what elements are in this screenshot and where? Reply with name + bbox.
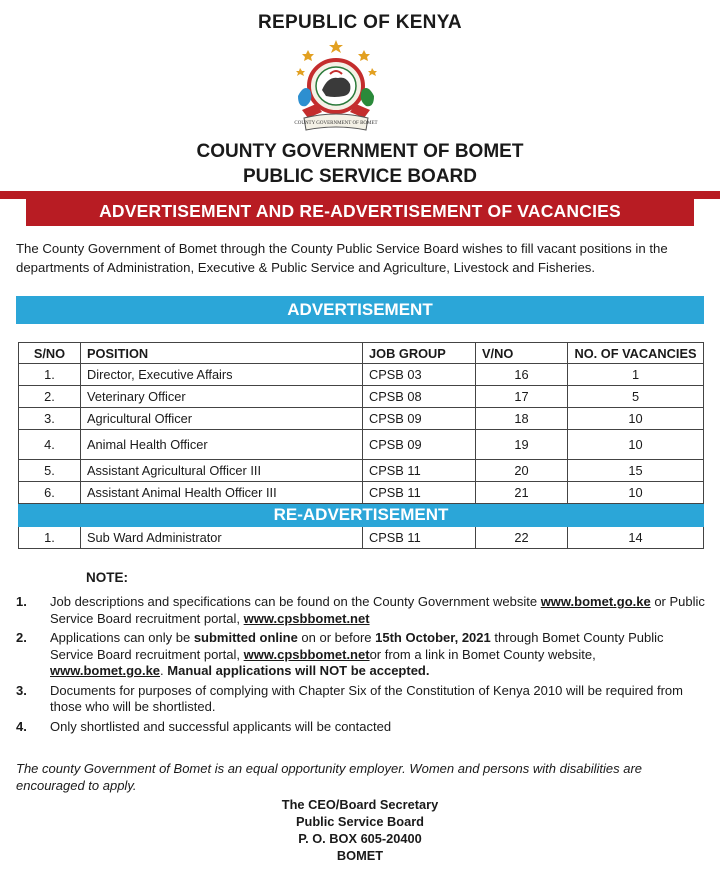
cell-job-group: CPSB 03 — [363, 364, 476, 386]
bomet-website-link[interactable]: www.bomet.go.ke — [540, 594, 651, 609]
cell-vacancies: 1 — [568, 364, 704, 386]
manual-applications-warning: Manual applications will NOT be accepted. — [167, 663, 430, 678]
postal-address: P. O. BOX 605-20400 — [298, 831, 422, 846]
cell-job-group: CPSB 08 — [363, 386, 476, 408]
bomet-website-link[interactable]: www.bomet.go.ke — [50, 663, 161, 678]
cell-job-group: CPSB 09 — [363, 408, 476, 430]
cell-vacancies: 14 — [568, 527, 704, 549]
note-text-part: or Public Service Board recruitment portal, — [50, 594, 705, 626]
county-crest-logo — [286, 38, 386, 134]
town: BOMET — [336, 848, 384, 863]
col-header-job-group: JOB GROUP — [363, 343, 476, 364]
readvertisement-heading-row — [19, 504, 704, 527]
cell-vacancies: 5 — [568, 386, 704, 408]
cpsb-portal-link[interactable]: www.cpsbbomet.net — [243, 646, 370, 662]
cell-job-group: CPSB 11 — [363, 527, 476, 549]
col-header-vacancies: NO. OF VACANCIES — [568, 343, 704, 364]
deadline-date: 15th October, 2021 — [375, 630, 491, 645]
signatory-board: Public Service Board — [295, 814, 425, 829]
note-title: NOTE: — [86, 570, 128, 585]
cell-vno: 20 — [476, 460, 568, 482]
cell-vno: 22 — [476, 527, 568, 549]
submitted-online-text: submitted online — [193, 630, 298, 645]
table-row — [19, 460, 704, 482]
cell-vno: 21 — [476, 482, 568, 504]
cell-sno: 6. — [19, 482, 81, 504]
note-text-part: on or before — [297, 630, 376, 645]
cell-sno: 1. — [19, 527, 81, 549]
cell-vacancies: 15 — [568, 460, 704, 482]
cell-vacancies: 10 — [568, 408, 704, 430]
cell-vacancies: 10 — [568, 430, 704, 460]
cell-position: Animal Health Officer — [81, 430, 363, 460]
table-row — [19, 386, 704, 408]
cell-position: Director, Executive Affairs — [81, 364, 363, 386]
readvertisement-heading: RE-ADVERTISEMENT — [19, 504, 704, 527]
note-text: Documents for purposes of complying with Chapter Six of the Constitution of Kenya 2010 will be required from those who will be shortlisted. — [50, 682, 683, 714]
note-text-part: Applications can only be — [50, 630, 194, 645]
table-row — [19, 430, 704, 460]
table-row — [19, 408, 704, 430]
note-number: 2. — [16, 630, 27, 645]
note-text-part: through Bomet County Public Service Board recruitment portal, — [50, 630, 664, 662]
cell-sno: 1. — [19, 364, 81, 386]
note-number: 1. — [16, 594, 27, 609]
note-number: 3. — [16, 682, 27, 698]
vacancies-banner: ADVERTISEMENT AND RE-ADVERTISEMENT OF VACANCIES — [26, 196, 694, 226]
cell-position: Sub Ward Administrator — [81, 527, 363, 549]
note-item — [16, 719, 708, 736]
cell-sno: 4. — [19, 430, 81, 460]
cell-sno: 5. — [19, 460, 81, 482]
note-text-part: . — [160, 663, 168, 678]
cell-position: Assistant Agricultural Officer III — [81, 460, 363, 482]
col-header-sno: S/NO — [19, 343, 81, 364]
note-number: 4. — [16, 718, 27, 734]
cell-vno: 18 — [476, 408, 568, 430]
cell-position: Agricultural Officer — [81, 408, 363, 430]
cell-sno: 2. — [19, 386, 81, 408]
intro-paragraph: The County Government of Bomet through the County Public Service Board wishes to fill vacant positions in the departments of Administration, Executive & Public Service and Agriculture, Livestock and Fisheries. — [16, 241, 668, 275]
notes-list — [16, 594, 708, 738]
advertisement-heading: ADVERTISEMENT — [16, 296, 704, 324]
board-name: PUBLIC SERVICE BOARD — [242, 166, 477, 187]
note-item — [16, 630, 708, 680]
col-header-position: POSITION — [81, 343, 363, 364]
table-row — [19, 364, 704, 386]
table-row — [19, 527, 704, 549]
cpsb-portal-link[interactable]: www.cpsbbomet.net — [243, 610, 370, 626]
note-text-part: Job descriptions and specifications can be found on the County Government website — [50, 594, 541, 609]
cell-job-group: CPSB 09 — [363, 430, 476, 460]
cell-vno: 17 — [476, 386, 568, 408]
note-text: Only shortlisted and successful applicants will be contacted — [50, 718, 392, 734]
note-text — [50, 630, 708, 680]
signatory-title: The CEO/Board Secretary — [281, 797, 439, 812]
note-text-part: or from a link in Bomet County website, — [369, 646, 596, 662]
crest-scroll-text: COUNTY GOVERNMENT OF BOMET — [294, 121, 378, 126]
cell-vno: 16 — [476, 364, 568, 386]
cell-vacancies: 10 — [568, 482, 704, 504]
table-row — [19, 482, 704, 504]
note-text — [50, 594, 708, 627]
org-name: COUNTY GOVERNMENT OF BOMET — [196, 141, 524, 162]
signature-block — [0, 796, 720, 864]
republic-title: REPUBLIC OF KENYA — [258, 12, 462, 33]
cell-vno: 19 — [476, 430, 568, 460]
cell-job-group: CPSB 11 — [363, 482, 476, 504]
cell-sno: 3. — [19, 408, 81, 430]
vacancies-table — [18, 342, 704, 549]
cell-job-group: CPSB 11 — [363, 460, 476, 482]
note-item — [16, 683, 708, 716]
col-header-vno: V/NO — [476, 343, 568, 364]
table-header-row — [19, 343, 704, 364]
note-item — [16, 594, 708, 627]
cell-position: Veterinary Officer — [81, 386, 363, 408]
equal-opportunity-statement: The county Government of Bomet is an equal opportunity employer. Women and persons with disabilities are encouraged to apply. — [16, 761, 643, 793]
cell-position: Assistant Animal Health Officer III — [81, 482, 363, 504]
